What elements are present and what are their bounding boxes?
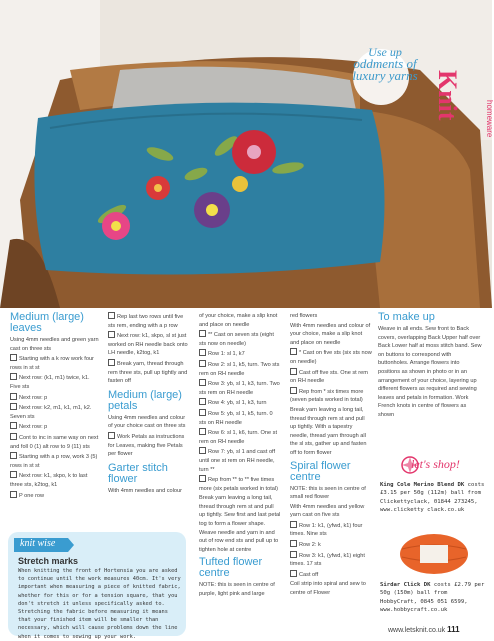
step: Cast off five sts. One st rem on RH needle	[290, 369, 368, 385]
checkbox-icon[interactable]	[199, 330, 206, 337]
garter-cont: of your choice, make a slip knot and place on needle	[199, 313, 278, 328]
checkbox-icon[interactable]	[108, 331, 115, 338]
column-1	[10, 312, 100, 501]
column-2	[108, 312, 190, 496]
step: Rep from ** to ** five times more (six petals worked in total)	[199, 477, 278, 492]
checkbox-icon[interactable]	[199, 447, 206, 454]
checkbox-icon[interactable]	[10, 422, 17, 429]
leaves-intro: Using 4mm needles and green yarn cast on three sts	[10, 337, 99, 352]
page-number: 111	[447, 625, 460, 634]
column-3	[199, 312, 281, 600]
shop-box	[378, 453, 488, 633]
petals-intro: Using 4mm needles and colour of your choice cast on three sts	[108, 414, 186, 430]
checkbox-icon[interactable]	[108, 359, 115, 366]
flower-yellow	[232, 176, 248, 192]
step: Row 7: yb, sl 1 and cast off until one st rem on RH needle, turn **	[199, 449, 276, 473]
flower-red-small	[146, 176, 170, 200]
spiral-text: With 4mm needles and yellow yarn cast on five sts	[290, 503, 365, 519]
step: Next row: p	[10, 422, 100, 432]
heading-tufted-centre: Tufted flower centre	[199, 556, 263, 580]
spiral-note: NOTE: this is seen in centre of small red flower	[290, 485, 366, 501]
step: * Cast on five sts (six sts now on needle)	[290, 350, 372, 365]
checkbox-icon[interactable]	[290, 551, 297, 558]
step: Cast off	[290, 570, 372, 580]
step: Next row: k1, skpo, k to last three sts, k2tog, k1	[10, 473, 88, 488]
checkbox-icon[interactable]	[290, 540, 297, 547]
step: Rep last two rows until five sts rem, ending with a p row	[108, 314, 184, 329]
checkbox-icon[interactable]	[10, 403, 17, 410]
tufted-text: With 4mm needles and colour of your choice, make a slip knot and place on needle	[290, 322, 371, 346]
flower-red-large	[232, 130, 276, 174]
heading-make-up: To make up	[378, 311, 435, 323]
flower-purple	[194, 192, 230, 228]
shop-label: let's shop!	[411, 457, 460, 471]
shop-item-2	[380, 581, 486, 615]
checkbox-icon[interactable]	[199, 360, 206, 367]
step: Next row: k1, skpo, sl st just worked on RH needle back onto LH needle, k2tog, k1	[108, 333, 188, 357]
shop-item-1-name: King Cole Merino Blend DK	[380, 482, 465, 488]
step: Row 4: yb, sl 1, k3, turn	[199, 398, 281, 408]
step: Row 6: sl 1, k6, turn. One st rem on RH needle	[199, 430, 278, 445]
knit-wise-text: When knitting the front of Hortensia you are asked to continue until the work measures 40cm. It's very important when measuring a piece of knitted fabric, whether for this or for a tension square, that you don't stretch it unless specifically asked to. Stretching the fabric before measuring it means that your finished item will be smaller than necessary, which will cause problems down the line when it comes to sewing up your work.	[18, 568, 181, 640]
checkbox-icon[interactable]	[108, 432, 115, 439]
garter-outro: Break yarn leaving a long tail, thread through rem st and pull up tightly. Sew first and last petal tog to form a flower shape. Weave needle and yarn in and out of row end sts and pull up to tighten hole at centre	[199, 495, 281, 553]
step: Cont to inc in same way on next and foll 0 (1) alt row to 9 (11) sts	[10, 434, 99, 450]
section-name: homeware	[485, 100, 494, 138]
step: Starting with a k row work four rows in st st	[10, 356, 94, 371]
step: Row 3: k1, (yfwd, k1) eight times. 17 sts	[290, 552, 365, 568]
step: Break yarn, thread through rem three sts, pull up tightly and fasten off	[108, 360, 188, 385]
flower-pink	[102, 212, 130, 240]
step: Row 2: k	[290, 540, 372, 550]
checkbox-icon[interactable]	[199, 428, 206, 435]
checkbox-icon[interactable]	[199, 379, 206, 386]
column-4	[290, 312, 372, 599]
badge-line-1: Use up	[368, 45, 402, 59]
yarn-ball-image	[398, 531, 470, 577]
step: Row 5: yb, sl 1, k5, turn. 0 sts on RH needle	[199, 410, 273, 426]
shop-item-2-text: costs £2.79 per 50g (150m) ball from HobbyCraft, 0845 051 6599, www.hobbycraft.co.uk	[380, 582, 485, 614]
checkbox-icon[interactable]	[290, 368, 297, 375]
heading-garter-flower: Garter stitch flower	[108, 461, 168, 485]
step: Row 2: sl 1, k5, turn. Two sts rem on RH needle	[199, 361, 280, 377]
step: Row 3: yb, sl 1, k3, turn. Two sts rem on RH needle	[199, 381, 280, 396]
tufted-note: NOTE: this is seen in centre of purple, light pink and large	[199, 582, 275, 598]
checkbox-icon[interactable]	[290, 387, 297, 394]
footer-site: www.letsknit.co.uk	[388, 627, 446, 634]
badge-line-3: luxury yarns	[352, 68, 418, 83]
step: P one row	[10, 491, 100, 501]
checkbox-icon[interactable]	[10, 393, 17, 400]
checkbox-icon[interactable]	[10, 433, 17, 440]
checkbox-icon[interactable]	[10, 452, 17, 459]
knit-wise-title: Stretch marks	[18, 556, 79, 566]
step: Row 1: sl 1, k7	[199, 349, 281, 359]
shop-item-1-text: costs £3.15 per 50g (112m) ball from Clickettyclack, 01844 273245, www.clicketty clack.co.uk	[380, 482, 485, 514]
checkbox-icon[interactable]	[199, 475, 206, 482]
step: Work Petals as instructions for Leaves, making five Petals per flower	[108, 433, 185, 458]
checkbox-icon[interactable]	[10, 491, 17, 498]
heading-medium-petals: Medium (large) petals	[108, 388, 182, 412]
checkbox-icon[interactable]	[199, 398, 206, 405]
tufted-cont: red flowers	[290, 313, 318, 319]
garter-intro: With 4mm needles and colour	[108, 487, 182, 494]
checkbox-icon[interactable]	[10, 373, 17, 380]
spiral-outro: Coil strip into spiral and sew to centre of Flower	[290, 581, 366, 597]
badge-line-2: oddments of	[353, 56, 417, 71]
heading-medium-leaves: Medium (large) leaves	[10, 311, 84, 334]
checkbox-icon[interactable]	[290, 348, 297, 355]
tufted-outro: Break yarn leaving a long tail, thread through rem st and pull up tightly. With a tapestry needle, thread yarn through all the sl sts, gather up and fasten off to form flower	[290, 406, 367, 456]
checkbox-icon[interactable]	[290, 570, 297, 577]
step: Rep from * six times more (seven petals worked in total)	[290, 388, 364, 404]
step: ** Cast on seven sts (eight sts now on needle)	[199, 332, 274, 347]
knit-wise-box	[8, 532, 186, 640]
heading-spiral-centre: Spiral flower centre	[290, 459, 351, 483]
checkbox-icon[interactable]	[108, 312, 115, 319]
section-brand: Knit	[433, 70, 462, 121]
shop-item-2-name: Sirdar Click DK	[380, 582, 431, 588]
badge-text	[340, 46, 430, 82]
step: Row 1: k1, (yfwd, k1) four times. Nine sts	[290, 522, 363, 538]
make-up-text: Weave in all ends. Sew front to Back covers, overlapping Back Upper half over Back Lower half at moss stitch band. Sew on buttons to correspond with buttonholes. Arrange flowers into positions as shown in photo or in an arrangement of your choice, layering up different flowers as required and sewing leaves and petals in formation. Work French knots in centre of flowers as shown	[378, 326, 482, 418]
step: Starting with a p row, work 3 (5) rows in st st	[10, 454, 98, 469]
step: Next row: p	[10, 393, 100, 403]
step: Next row: (k1, m1) twice, k1. Five sts	[10, 375, 90, 390]
page-footer	[388, 625, 460, 634]
column-5	[378, 312, 483, 421]
checkbox-icon[interactable]	[290, 521, 297, 528]
checkbox-icon[interactable]	[199, 349, 206, 356]
checkbox-icon[interactable]	[10, 471, 17, 478]
checkbox-icon[interactable]	[199, 409, 206, 416]
knit-wise-label: knit wise	[20, 538, 56, 549]
checkbox-icon[interactable]	[10, 354, 17, 361]
shop-item-1	[380, 481, 486, 515]
section-tab	[433, 30, 494, 138]
step: Next row: k2, m1, k1, m1, k2. Seven sts	[10, 405, 92, 420]
